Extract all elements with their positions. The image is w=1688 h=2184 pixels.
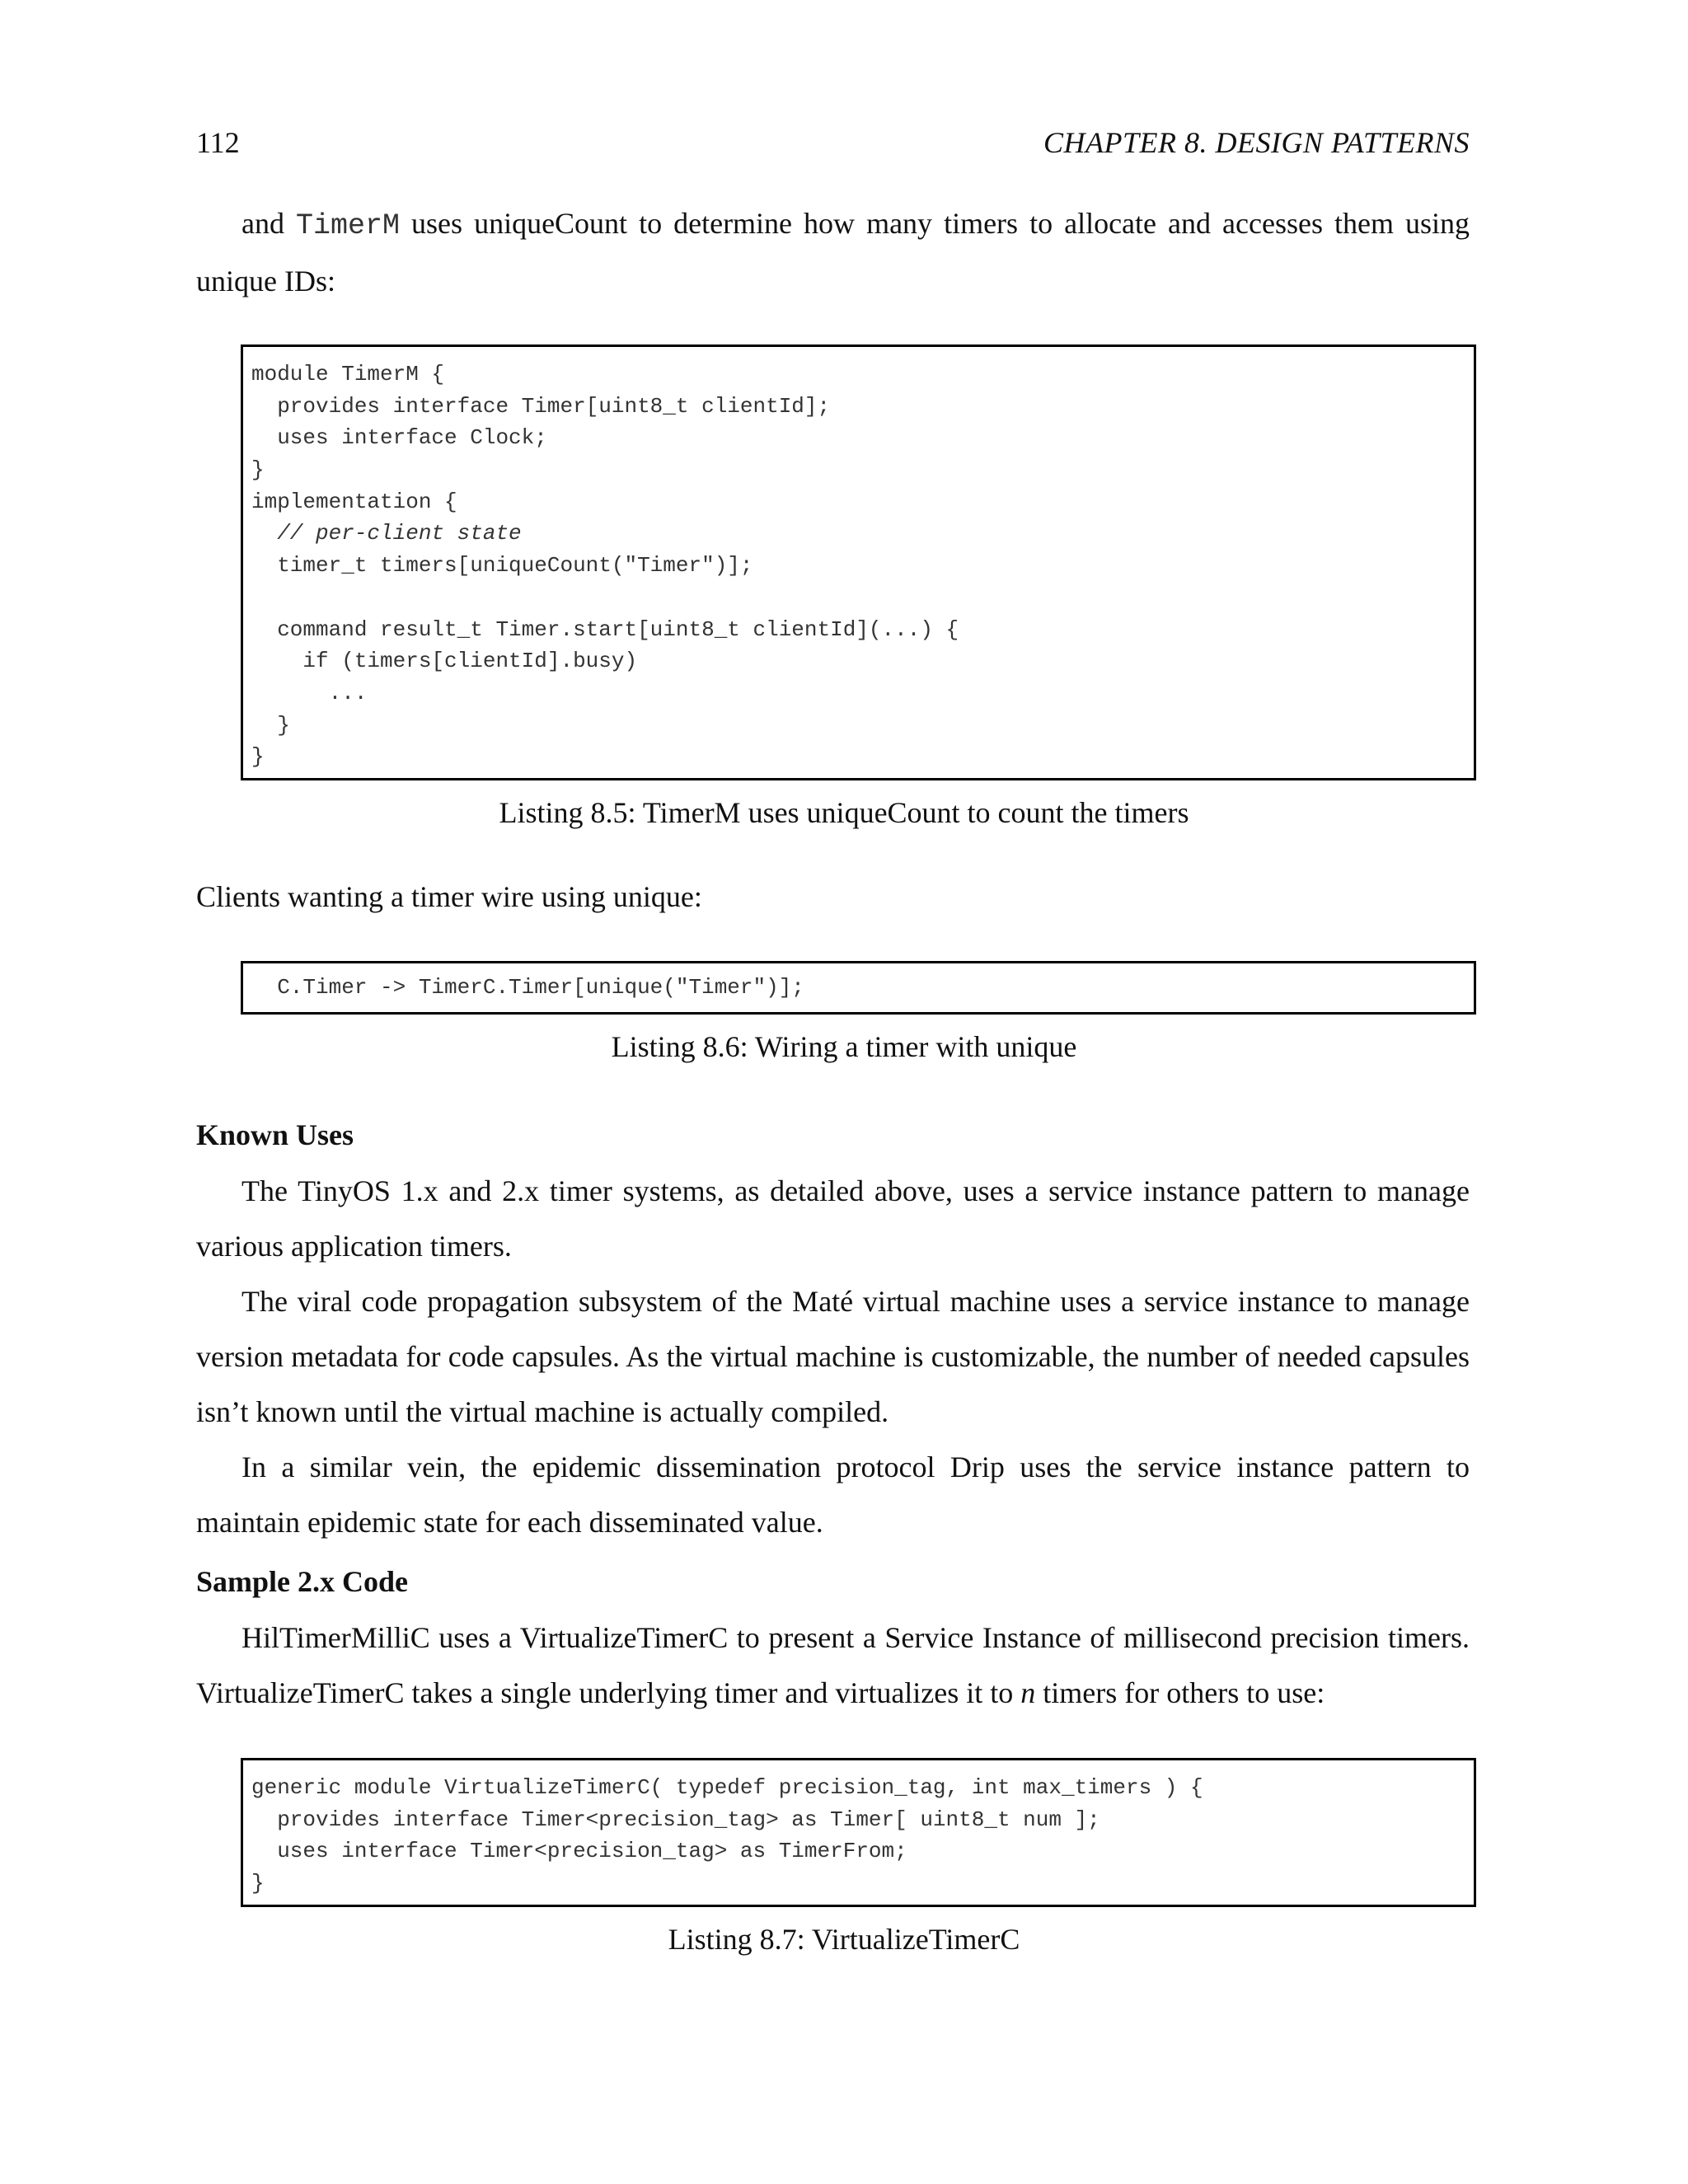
intro-paragraph [196, 196, 1470, 309]
sample-code-post: timers for others to use: [1035, 1676, 1325, 1709]
sample-code-paragraph [196, 1610, 1470, 1721]
listing-8-5-caption: Listing 8.5: TimerM uses uniqueCount to count the timers [499, 796, 1189, 829]
code-line: timer_t timers[uniqueCount("Timer")]; [251, 553, 753, 579]
code-line: C.Timer -> TimerC.Timer[unique("Timer")]; [251, 975, 804, 1000]
code-line: } [251, 1871, 265, 1896]
listing-8-7-code-box [241, 1758, 1476, 1907]
code-line: } [251, 744, 265, 770]
known-uses-paragraph-2: The viral code propagation subsystem of the Maté virtual machine uses a service instance to manage version metadata for code capsules. As the virtual machine is customizable, the number of needed capsules isn’t known until the virtual machine is actually compiled. [196, 1285, 1470, 1428]
listing-8-6-code-box [241, 961, 1476, 1015]
code-line: command result_t Timer.start[uint8_t clientId](...) { [251, 616, 959, 642]
code-line: uses interface Clock; [251, 425, 547, 451]
page-number: 112 [196, 126, 240, 159]
listing-8-6-caption: Listing 8.6: Wiring a timer with unique [611, 1030, 1077, 1063]
sample-code-pre: HilTimerMilliC uses a VirtualizeTimerC to present a Service Instance of millisecond precision timers. VirtualizeTimerC takes a single underlying timer and virtualizes it to [196, 1621, 1470, 1709]
code-line: } [251, 712, 290, 738]
sample-code-heading: Sample 2.x Code [196, 1565, 409, 1598]
known-uses-paragraph-1: The TinyOS 1.x and 2.x timer systems, as detailed above, uses a service instance pattern to manage various application timers. [196, 1174, 1470, 1263]
math-variable-n: n [1020, 1676, 1036, 1709]
clients-paragraph: Clients wanting a timer wire using unique: [196, 880, 702, 913]
code-line: } [251, 457, 265, 483]
code-line: implementation { [251, 489, 457, 514]
intro-post: uses uniqueCount to determine how many timers to allocate and accesses them using unique IDs: [196, 207, 1470, 298]
intro-code-timerm: TimerM [296, 209, 401, 242]
listing-8-5-code-box [241, 344, 1476, 780]
code-line: provides interface Timer[uint8_t clientId]; [251, 393, 831, 419]
code-comment-line: // per-client state [251, 521, 522, 546]
code-line: ... [251, 680, 368, 705]
known-uses-paragraph-3: In a similar vein, the epidemic dissemination protocol Drip uses the service instance pattern to maintain epidemic state for each disseminated value. [196, 1451, 1470, 1539]
code-line: if (timers[clientId].busy) [251, 649, 638, 674]
code-line: provides interface Timer<precision_tag> as Timer[ uint8_t num ]; [251, 1807, 1100, 1832]
listing-8-7-caption: Listing 8.7: VirtualizeTimerC [668, 1923, 1020, 1956]
code-line: uses interface Timer<precision_tag> as TimerFrom; [251, 1839, 907, 1864]
code-line: module TimerM { [251, 362, 445, 387]
known-uses-heading: Known Uses [196, 1118, 354, 1151]
code-line [251, 582, 1474, 614]
code-line: generic module VirtualizeTimerC( typedef precision_tag, int max_timers ) { [251, 1775, 1203, 1800]
intro-pre: and [241, 207, 296, 240]
chapter-header: CHAPTER 8. DESIGN PATTERNS [1043, 126, 1470, 159]
